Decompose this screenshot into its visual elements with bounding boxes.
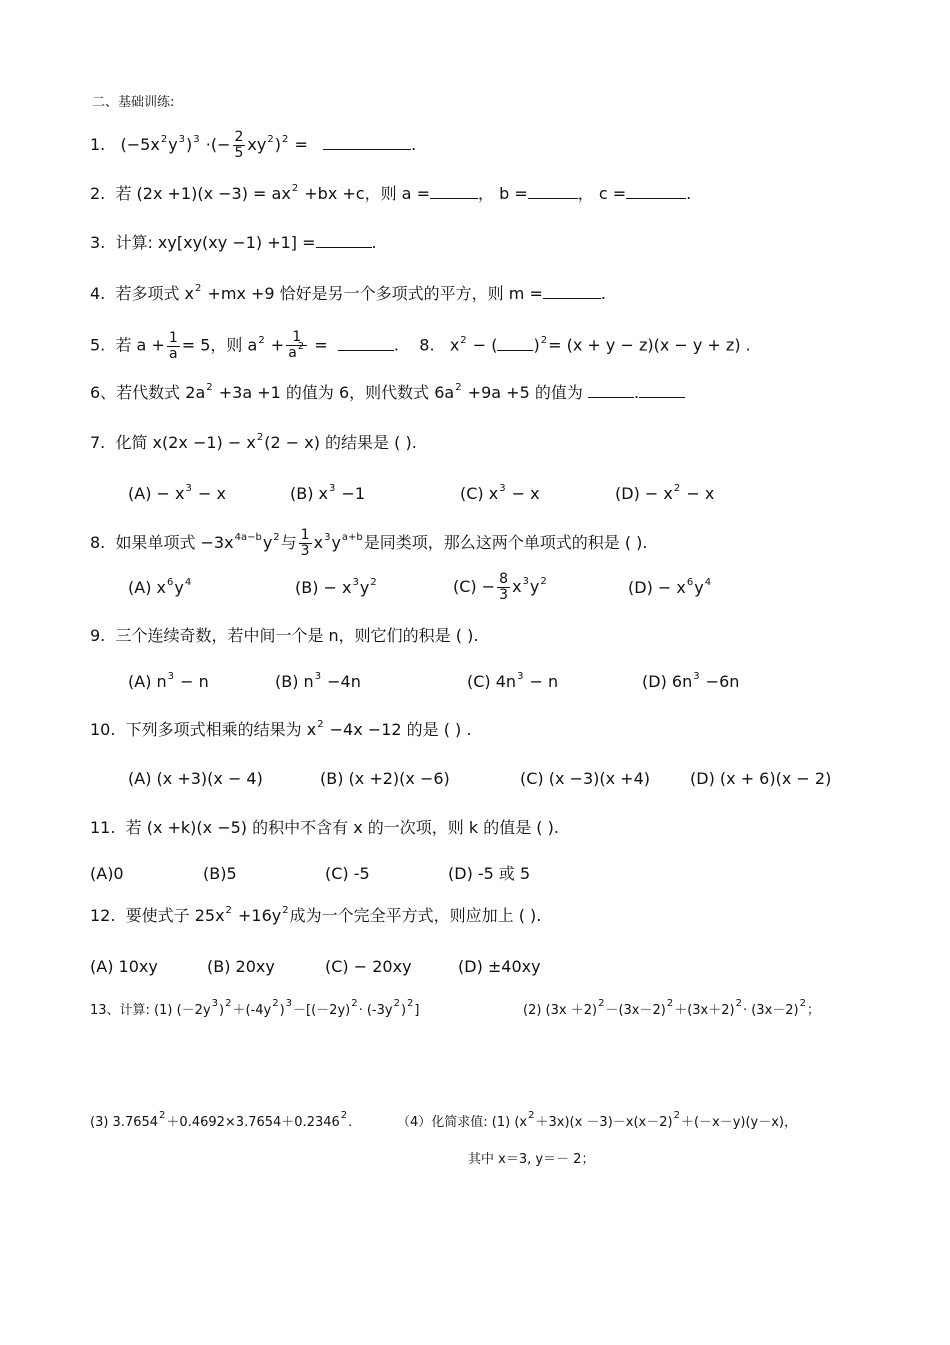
denominator-base: a [288, 345, 297, 361]
exponent: 2 [225, 905, 232, 916]
question-4 [90, 284, 606, 307]
denominator: 3 [300, 543, 310, 559]
exponent: 2 [258, 334, 265, 346]
fraction [167, 331, 180, 362]
math-text: . [371, 233, 377, 252]
option-d [628, 578, 712, 601]
exponent: 2 [735, 998, 742, 1009]
option-text: − x [506, 484, 540, 503]
exponent: 2 [256, 432, 264, 443]
math-text: · (3x－2) [742, 1003, 799, 1018]
math-text: ] [414, 1003, 420, 1018]
exponent: a+b [341, 532, 363, 543]
math-text: 是同类项，那么这两个单项式的积是 ( ). [363, 533, 648, 552]
option-text: − n [175, 672, 209, 691]
math-text: . [411, 135, 417, 154]
option-a: (A)0 [90, 864, 124, 883]
exponent: 3 [522, 576, 529, 587]
fraction [299, 528, 312, 559]
math-text: + [265, 335, 285, 355]
option-c [460, 484, 540, 507]
option-a [128, 578, 192, 601]
math-text: ， c = [577, 184, 627, 203]
option-text: (A) n [128, 672, 167, 691]
question-number: 2. [90, 184, 106, 203]
math-text: x [313, 533, 324, 552]
option-text: y [359, 578, 370, 597]
math-text: ) [400, 1003, 407, 1018]
math-text: = [289, 135, 308, 154]
math-text: −4x −12 的是 ( ) . [324, 720, 472, 739]
exponent: 3 [211, 998, 219, 1009]
answer-blank [338, 336, 394, 351]
math-text: +16y [232, 906, 282, 925]
exponent: 6 [166, 577, 174, 588]
question-number: 7. [90, 433, 106, 452]
exponent: 2 [407, 998, 414, 1009]
option-b [275, 672, 361, 695]
fraction [233, 130, 246, 161]
math-text: y [262, 533, 273, 552]
math-text: ·(− [205, 135, 231, 154]
exponent: 3 [329, 483, 336, 494]
math-text: 若 (x +k)(x −5) 的积中不含有 x 的一次项，则 k 的值是 ( ). [125, 818, 559, 837]
exponent: 2 [673, 483, 681, 494]
question-number: 11. [90, 818, 116, 837]
fraction [286, 330, 307, 362]
exponent: 2 [666, 998, 674, 1009]
math-text: (3) 3.7654 [90, 1115, 159, 1130]
exponent: 3 [324, 532, 331, 543]
option-text: −1 [336, 484, 366, 503]
math-text: = (x + y − z)(x − y + z) . [548, 335, 751, 355]
section-title: 二、基础训练: [92, 95, 175, 110]
answer-blank [543, 284, 601, 299]
answer-blank [323, 135, 411, 150]
math-text: . [633, 383, 640, 402]
option-a [128, 672, 209, 695]
exponent: 2 [273, 532, 280, 543]
denominator: 3 [499, 587, 509, 603]
option-text: (C) x [460, 484, 499, 503]
math-text: 6、若代数式 2a [90, 383, 206, 402]
question-number: 8. [90, 533, 106, 552]
numerator: 1 [286, 330, 307, 346]
exponent: 3 [193, 134, 200, 145]
exponent: 3 [167, 671, 175, 682]
option-text: (B) − x [295, 578, 352, 597]
question-number: 1. [90, 135, 106, 154]
option-text: (A) − x [128, 484, 185, 503]
math-text: (−5x [120, 135, 160, 154]
option-d: (D) (x + 6)(x − 2) [690, 769, 832, 788]
question-number: 9. [90, 626, 106, 645]
option-c [453, 572, 548, 603]
math-text: (2) (3x ＋2) [523, 1003, 598, 1018]
math-text: y [168, 135, 178, 154]
exponent: 2 [195, 283, 202, 294]
math-text: ＋(－x－y)(y－x)， [680, 1115, 797, 1130]
math-text: = 5，则 a [181, 335, 258, 355]
question-8 [90, 528, 648, 559]
fraction [497, 572, 510, 603]
math-text: . [348, 1115, 353, 1130]
exponent: 4 [704, 577, 712, 588]
option-d: (D) -5 或 5 [448, 864, 531, 883]
option-text: − x [192, 484, 226, 503]
exponent: 2 [540, 334, 548, 346]
option-c: (C) (x −3)(x +4) [520, 769, 650, 788]
math-text: 与 [280, 533, 297, 552]
exponent: 2 [272, 998, 279, 1009]
question-13-part-1 [90, 998, 420, 1022]
exponent: 2 [460, 334, 467, 346]
math-text: 下列多项式相乘的结果为 x [125, 720, 317, 739]
math-text: . [393, 335, 399, 355]
exponent: 3 [185, 483, 192, 494]
math-text: ) [219, 1003, 225, 1018]
answer-blank [430, 184, 478, 199]
math-text: ， b = [477, 184, 528, 203]
question-13-part-4-condition: 其中 x＝3, y＝－ 2； [468, 1152, 595, 1167]
option-text: (D) 6n [642, 672, 693, 691]
option-c: (C) − 20xy [325, 957, 412, 976]
denominator: a [168, 345, 178, 362]
option-text: − n [524, 672, 559, 691]
exponent: 2 [267, 134, 274, 145]
answer-blank [497, 336, 533, 351]
math-text: x [449, 335, 460, 355]
exponent: 3 [499, 483, 506, 494]
exponent: 2 [673, 1110, 680, 1121]
option-b: (B)5 [203, 864, 237, 883]
math-text: +bx +c，则 a = [299, 184, 430, 203]
denominator [286, 341, 307, 362]
math-text: y [331, 533, 341, 552]
option-text: (C) − [453, 577, 496, 596]
option-c [467, 672, 558, 695]
exponent: 2 [799, 998, 806, 1009]
option-b: (B) (x +2)(x −6) [320, 769, 450, 788]
math-text: 如果单项式 −3x [115, 533, 234, 552]
option-text: −6n [700, 672, 740, 691]
exponent: 3 [352, 577, 359, 588]
option-text: y [529, 577, 540, 596]
numerator: 1 [168, 329, 178, 346]
question-number: 10. [90, 720, 116, 739]
exponent: 4 [184, 577, 192, 588]
math-text: ＋3x)(x －3)－x(x－2) [535, 1115, 673, 1130]
question-13-part-4 [397, 1110, 797, 1134]
option-d [642, 672, 739, 695]
option-text: y [694, 578, 704, 597]
exponent: 3 [178, 134, 186, 145]
option-a [128, 484, 226, 507]
question-number: 3. [90, 233, 106, 252]
math-text: ＋0.4692×3.7654＋0.2346 [166, 1115, 340, 1130]
question-11 [90, 818, 559, 838]
numerator: 1 [300, 527, 310, 543]
math-text: ) [279, 1003, 285, 1018]
answer-blank [626, 184, 686, 199]
exponent: 2 [160, 134, 168, 145]
question-number: 8. [419, 335, 435, 355]
exponent: 2 [370, 577, 377, 588]
math-text: +mx +9 恰好是另一个多项式的平方，则 m = [202, 284, 543, 303]
option-text: (B) x [290, 484, 329, 503]
answer-blank [316, 233, 372, 248]
question-13-part-3 [90, 1110, 353, 1134]
numerator: 2 [234, 129, 244, 145]
exponent: 2 [528, 1110, 535, 1121]
option-b: (B) 20xy [207, 957, 275, 976]
question-10 [90, 720, 471, 743]
math-text: 13、计算: (1) (－2y [90, 1003, 211, 1018]
exponent: 2 [317, 719, 324, 730]
exponent: 2 [598, 998, 605, 1009]
math-text: . [686, 184, 692, 203]
option-text: −4n [322, 672, 361, 691]
math-text: （4）化简求值: (1) (x [397, 1115, 528, 1130]
math-text: 化简 x(2x −1) − x [115, 433, 256, 452]
option-text: (C) 4n [467, 672, 517, 691]
math-text: · (-3y [358, 1003, 393, 1018]
numerator: 8 [499, 571, 509, 587]
exponent: 2 [281, 134, 289, 145]
math-text: (2 − x) 的结果是 ( ). [264, 433, 417, 452]
math-text: +3a +1 的值为 6，则代数式 6a [213, 383, 455, 402]
exponent: 3 [517, 671, 524, 682]
math-text: 三个连续奇数，若中间一个是 n，则它们的积是 ( ). [115, 626, 479, 645]
math-text: ＋(-4y [232, 1003, 272, 1018]
option-text: (B) n [275, 672, 314, 691]
exponent: 4a−b [234, 532, 262, 543]
option-c: (C) -5 [325, 864, 370, 883]
math-text: －(3x－2) [605, 1003, 666, 1018]
question-6 [90, 383, 685, 406]
exponent: 2 [297, 341, 305, 352]
option-d: (D) ±40xy [458, 957, 541, 976]
math-text: xy [247, 135, 267, 154]
math-text: +9a +5 的值为 [462, 383, 583, 402]
exponent: 2 [340, 1110, 348, 1121]
question-number: 12. [90, 906, 116, 925]
option-text: y [174, 578, 184, 597]
option-a: (A) 10xy [90, 957, 158, 976]
option-text: (D) − x [628, 578, 686, 597]
math-text: 计算: xy[xy(xy −1) +1] = [115, 233, 316, 252]
exponent: 2 [455, 382, 462, 393]
question-7 [90, 433, 417, 456]
exponent: 2 [282, 905, 289, 916]
question-2 [90, 184, 691, 207]
math-text: 若 (2x +1)(x −3) = ax [115, 184, 291, 203]
math-text: . [600, 284, 606, 303]
math-text: ) [186, 135, 193, 154]
option-b [295, 578, 378, 601]
exponent: 2 [540, 576, 547, 587]
math-text: －[(－2y) [293, 1003, 351, 1018]
exponent: 3 [693, 671, 700, 682]
exponent: 2 [206, 382, 213, 393]
question-3 [90, 233, 377, 253]
exponent: 2 [351, 998, 358, 1009]
question-12 [90, 906, 541, 929]
math-text: ) [274, 135, 281, 154]
math-text: ＋(3x＋2) [674, 1003, 735, 1018]
option-text: (D) − x [615, 484, 673, 503]
exponent: 2 [159, 1110, 166, 1121]
option-text: (A) x [128, 578, 166, 597]
option-text: x [512, 577, 522, 596]
exponent: 2 [225, 998, 232, 1009]
math-text: ) [533, 335, 540, 355]
exponent: 6 [686, 577, 694, 588]
math-text: 若 a + [115, 335, 165, 355]
option-a: (A) (x +3)(x − 4) [128, 769, 263, 788]
denominator: 5 [234, 145, 244, 161]
math-text: 若多项式 x [115, 284, 194, 303]
exponent: 3 [314, 671, 322, 682]
exponent: 2 [393, 998, 400, 1009]
math-text: 要使式子 25x [125, 906, 225, 925]
question-9 [90, 626, 478, 646]
math-text: ； [807, 1003, 821, 1018]
math-text: 成为一个完全平方式，则应加上 ( ). [289, 906, 542, 925]
exponent: 2 [291, 183, 299, 194]
exponent: 3 [285, 998, 293, 1009]
option-text: − x [681, 484, 715, 503]
answer-blank [528, 184, 578, 199]
option-b [290, 484, 365, 507]
math-text: = [309, 335, 328, 355]
question-number: 5. [90, 335, 106, 355]
math-text: − ( [467, 335, 498, 355]
question-1 [90, 130, 416, 161]
question-number: 4. [90, 284, 106, 303]
answer-blank [588, 383, 634, 398]
question-5 [90, 330, 751, 362]
answer-blank [639, 383, 685, 398]
option-d [615, 484, 714, 507]
question-13-part-2 [523, 998, 821, 1022]
